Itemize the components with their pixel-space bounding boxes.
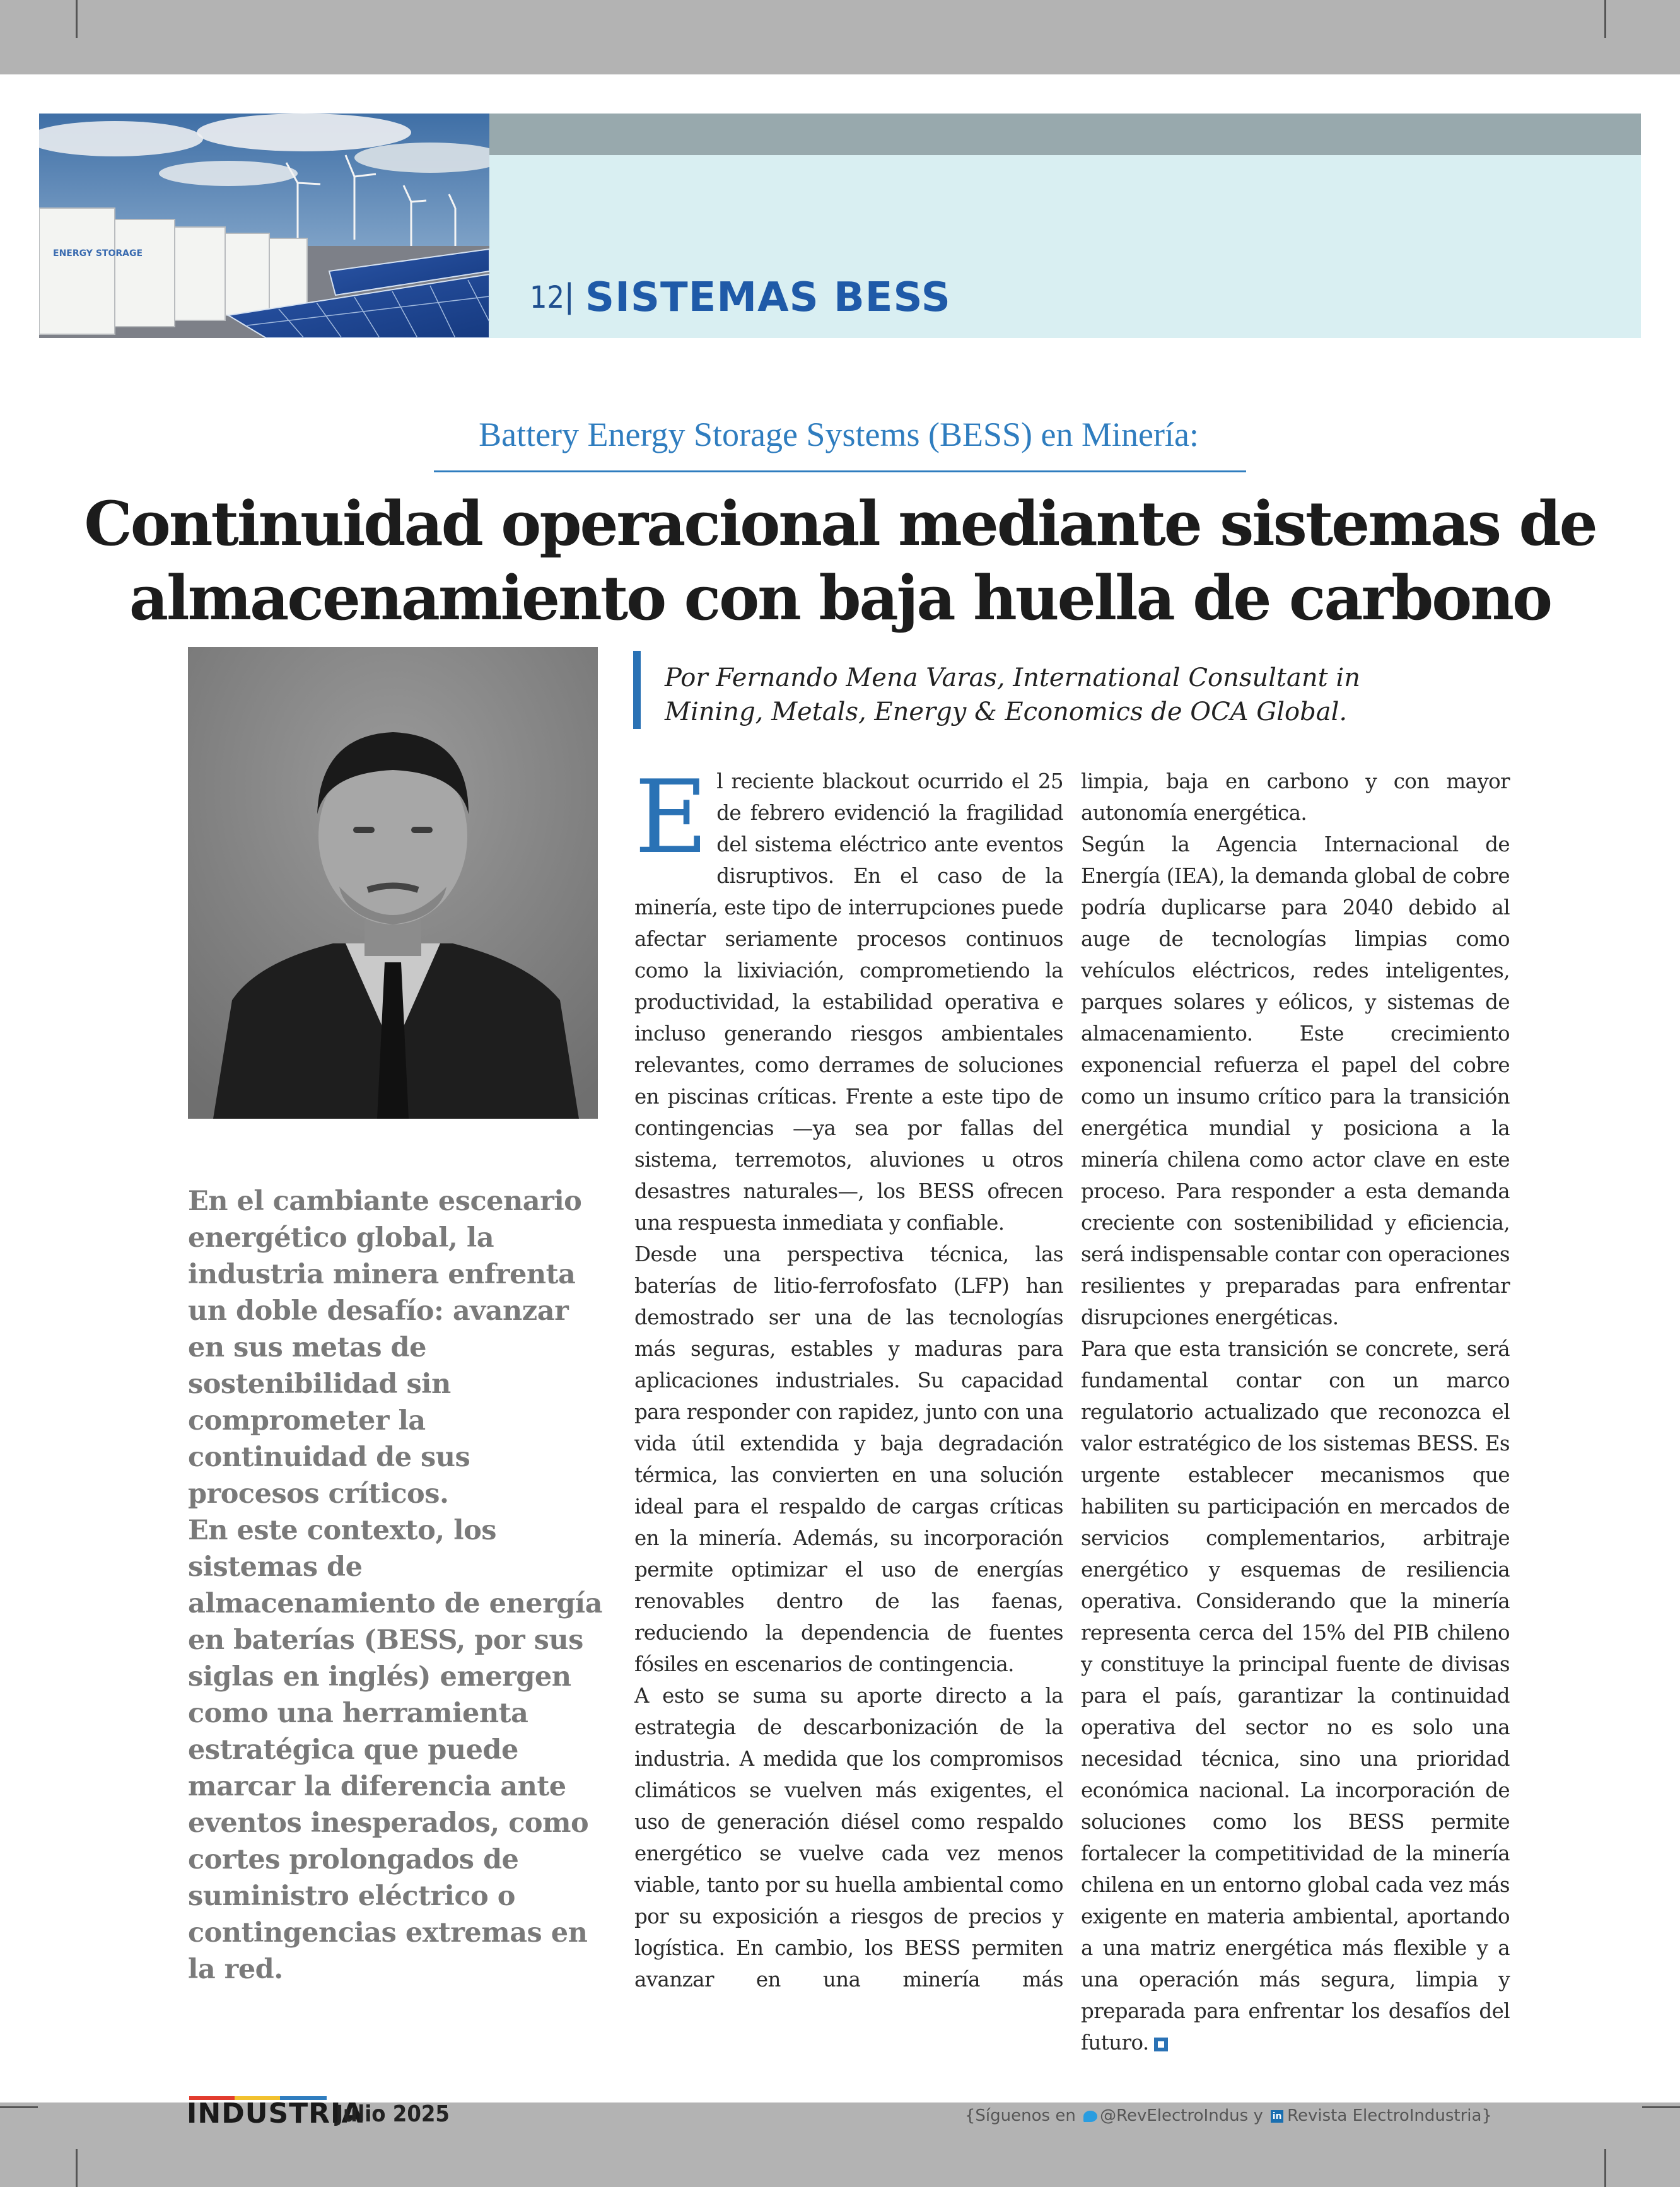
title-line-1: Continuidad operacional mediante sistemas de — [84, 488, 1596, 559]
crop-mark — [1642, 2106, 1680, 2108]
page-number: 12 — [530, 280, 564, 315]
byline-line-1: Por Fernando Mena Varas, International Consultant in — [665, 663, 1360, 692]
body-paragraph — [1081, 1333, 1510, 2058]
magazine-page — [0, 74, 1680, 2130]
container-label: ENERGY STORAGE — [53, 248, 143, 259]
crop-mark — [76, 2149, 78, 2187]
linkedin-icon: in — [1271, 2110, 1283, 2123]
top-margin-band — [0, 0, 1680, 74]
twitter-handle[interactable]: @RevElectroIndus y — [1100, 2106, 1263, 2125]
body-paragraph: Según la Agencia Internacional de Energía (IEA), la demanda global de cobre podría duplicarse para 2040 debido al auge de tecnologías limpias como vehículos eléctricos, redes inteligentes, parques solares y eólicos, y sistemas de almacenamiento. Este crecimiento exponencial refuerza el papel del cobre como un insumo crítico para la transición energética mundial y posiciona a la minería chilena como actor clave en este proceso. Para responder a esta demanda creciente con sostenibilidad y eficiencia, será indispensable contar con operaciones resilientes y preparadas para enfrentar disrupciones energéticas. — [1081, 832, 1510, 1329]
header-strip — [489, 114, 1641, 155]
drop-cap: E — [634, 758, 708, 876]
pull-quote-paragraph-1: En el cambiante escenario energético global, la industria minera enfrenta un doble desafío: avanzar en sus metas de sostenibilidad sin comprometer la continuidad de sus procesos críticos. — [188, 1186, 582, 1510]
article-kicker: Battery Energy Storage Systems (BESS) en Minería: — [479, 416, 1199, 453]
byline-line-2: Mining, Metals, Energy & Economics de OCA Global. — [665, 697, 1348, 726]
header-photo-bess-solar — [39, 114, 489, 338]
magazine-logo: INDUSTRIA — [187, 2097, 364, 2130]
social-prefix: {Síguenos en — [964, 2106, 1076, 2125]
crop-mark — [0, 2106, 38, 2108]
article-column-1 — [634, 758, 1063, 1995]
body-paragraph-text: l reciente blackout ocurrido el 25 de febrero evidenció la fragilidad del sistema eléctrico ante eventos disruptivos. En el caso de la minería, este tipo de interrupciones puede afectar seriamente procesos continuos como la lixiviación, comprometiendo la productividad, la estabilidad operativa e incluso generando riesgos ambientales relevantes, como derrames de soluciones en piscinas críticas. Frente a este tipo de contingencias —ya sea por fallas del sistema, terremotos, aluviones u otros desastres naturales—, los BESS ofrecen una respuesta inmediata y confiable. — [634, 769, 1063, 1235]
pull-quote-paragraph-2: En este contexto, los sistemas de almacenamiento de energía en baterías (BESS, por sus siglas en inglés) emergen como una herramienta estratégica que puede marcar la diferencia ante eventos inesperados, como cortes prolongados de suministro eléctrico o contingencias extremas en la red. — [188, 1515, 602, 1985]
pull-quote — [188, 1183, 604, 1988]
body-paragraph: limpia, baja en carbono y con mayor autonomía energética. — [1081, 769, 1510, 825]
body-paragraph — [634, 758, 1063, 1239]
kicker-underline — [434, 470, 1246, 472]
end-of-article-icon — [1154, 2038, 1168, 2051]
byline-accent-bar — [633, 651, 641, 729]
linkedin-handle[interactable]: Revista ElectroIndustria} — [1287, 2106, 1492, 2125]
header-separator: | — [564, 277, 575, 315]
body-paragraph: A esto se suma su aporte directo a la estrategia de descarbonización de la industria. A medida que los compromisos climáticos se vuelven más exigentes, el uso de generación diésel como respaldo energético se vuelve cada vez menos viable, tanto por su huella ambiental como por su exposición a riesgos de precios y logística. En cambio, los BESS permiten avanzar en una minería más — [634, 1684, 1063, 1992]
social-footer — [965, 2106, 1492, 2125]
title-line-2: almacenamiento con baja huella de carbono — [129, 563, 1551, 634]
article-byline — [665, 661, 1421, 729]
author-portrait — [188, 647, 598, 1119]
crop-mark — [1604, 0, 1606, 38]
article-title — [76, 487, 1604, 636]
issue-date: Julio 2025 — [335, 2101, 450, 2127]
body-paragraph-text: Para que esta transición se concrete, será fundamental contar con un marco regulatorio actualizado que reconozca el valor estratégico de los sistemas BESS. Es urgente establecer mecanismos que habiliten su participación en mercados de servicios complementarios, arbitraje energético y esquemas de resiliencia operativa. Considerando que la minería representa cerca del 15% del PIB chileno y constituye la principal fuente de divisas para el país, garantizar la continuidad operativa del sector no es solo una necesidad técnica, sino una prioridad económica nacional. La incorporación de soluciones como los BESS permite fortalecer la competitividad de la minería chilena en un entorno global cada vez más exigente en materia ambiental, aportando a una matriz energética más flexible y a una operación más segura, limpia y preparada para enfrentar los desafíos del futuro. — [1081, 1337, 1510, 2055]
body-paragraph: Desde una perspectiva técnica, las baterías de litio-ferrofosfato (LFP) han demostrado ser una de las tecnologías más seguras, estables y maduras para aplicaciones industriales. Su capacidad para responder con rapidez, junto con una vida útil extendida y baja degradación térmica, las convierten en una solución ideal para el respaldo de cargas críticas en la minería. Además, su incorporación permite optimizar el uso de energías renovables dentro de las faenas, reduciendo la dependencia de fuentes fósiles en escenarios de contingencia. — [634, 1242, 1063, 1676]
article-column-2 — [1081, 766, 1510, 2058]
crop-mark — [1604, 2149, 1606, 2187]
twitter-icon — [1083, 2111, 1097, 2122]
crop-mark — [76, 0, 78, 38]
section-title: SISTEMAS BESS — [585, 274, 951, 321]
